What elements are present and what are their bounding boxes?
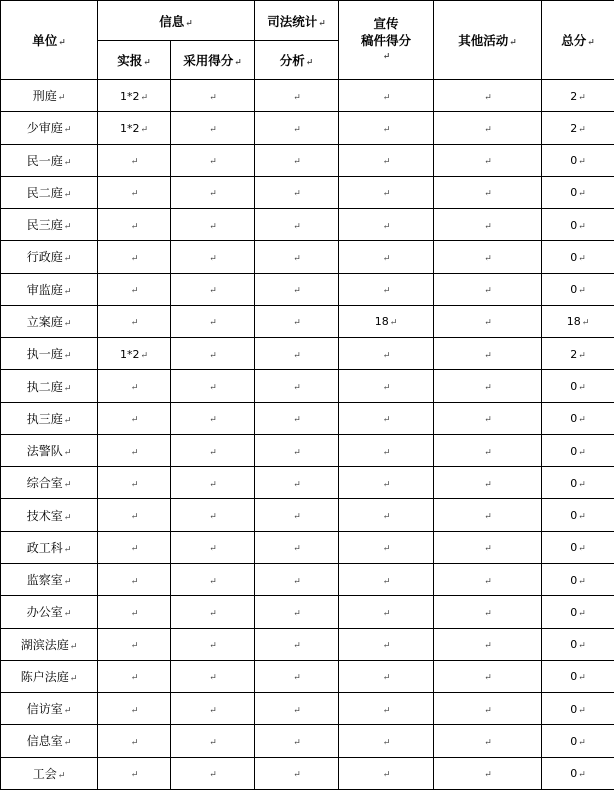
cell-publicity: ↵ bbox=[339, 209, 434, 241]
cell-analysis: ↵ bbox=[255, 531, 339, 563]
cell-analysis: ↵ bbox=[255, 80, 339, 112]
cell-report: ↵ bbox=[98, 531, 171, 563]
cell-unit: 刑庭↵ bbox=[1, 80, 98, 112]
table-row bbox=[1, 531, 614, 563]
table-row bbox=[1, 209, 614, 241]
cell-publicity: ↵ bbox=[339, 176, 434, 208]
cell-other: ↵ bbox=[434, 563, 542, 595]
cell-adopt: ↵ bbox=[171, 176, 255, 208]
cell-unit: 民一庭↵ bbox=[1, 144, 98, 176]
cell-unit: 民二庭↵ bbox=[1, 176, 98, 208]
cell-adopt: ↵ bbox=[171, 531, 255, 563]
cell-total: 0↵ bbox=[542, 660, 614, 692]
cell-total: 0↵ bbox=[542, 596, 614, 628]
cell-unit: 少审庭↵ bbox=[1, 112, 98, 144]
cell-adopt: ↵ bbox=[171, 370, 255, 402]
cell-analysis: ↵ bbox=[255, 660, 339, 692]
cell-report: ↵ bbox=[98, 209, 171, 241]
cell-report: 1*2↵ bbox=[98, 112, 171, 144]
cell-report: ↵ bbox=[98, 370, 171, 402]
cell-unit: 行政庭↵ bbox=[1, 241, 98, 273]
table-body bbox=[1, 80, 614, 790]
cell-other: ↵ bbox=[434, 402, 542, 434]
cell-publicity: ↵ bbox=[339, 531, 434, 563]
cell-total: 0↵ bbox=[542, 693, 614, 725]
cell-total: 0↵ bbox=[542, 370, 614, 402]
cell-total: 0↵ bbox=[542, 725, 614, 757]
cell-publicity: ↵ bbox=[339, 693, 434, 725]
table-row bbox=[1, 112, 614, 144]
cell-total: 0↵ bbox=[542, 434, 614, 466]
cell-analysis: ↵ bbox=[255, 725, 339, 757]
cell-other: ↵ bbox=[434, 596, 542, 628]
cell-publicity: ↵ bbox=[339, 144, 434, 176]
cell-total: 0↵ bbox=[542, 499, 614, 531]
table-row bbox=[1, 628, 614, 660]
table-row bbox=[1, 434, 614, 466]
cell-analysis: ↵ bbox=[255, 628, 339, 660]
cell-total: 0↵ bbox=[542, 628, 614, 660]
cell-unit: 技术室↵ bbox=[1, 499, 98, 531]
cell-total: 0↵ bbox=[542, 757, 614, 789]
cell-publicity: ↵ bbox=[339, 273, 434, 305]
cell-report: ↵ bbox=[98, 273, 171, 305]
cell-publicity: ↵ bbox=[339, 725, 434, 757]
cell-unit: 陈户法庭↵ bbox=[1, 660, 98, 692]
cell-unit: 执一庭↵ bbox=[1, 338, 98, 370]
cell-publicity: ↵ bbox=[339, 434, 434, 466]
cell-other: ↵ bbox=[434, 531, 542, 563]
cell-adopt: ↵ bbox=[171, 305, 255, 337]
cell-analysis: ↵ bbox=[255, 467, 339, 499]
table-row bbox=[1, 660, 614, 692]
cell-total: 0↵ bbox=[542, 402, 614, 434]
cell-publicity: ↵ bbox=[339, 563, 434, 595]
cell-other: ↵ bbox=[434, 725, 542, 757]
cell-total: 0↵ bbox=[542, 273, 614, 305]
cell-other: ↵ bbox=[434, 467, 542, 499]
cell-adopt: ↵ bbox=[171, 144, 255, 176]
table-row bbox=[1, 596, 614, 628]
cell-publicity: ↵ bbox=[339, 467, 434, 499]
table-header bbox=[1, 1, 614, 80]
cell-adopt: ↵ bbox=[171, 241, 255, 273]
cell-report: ↵ bbox=[98, 628, 171, 660]
table-row bbox=[1, 757, 614, 789]
cell-report: 1*2↵ bbox=[98, 338, 171, 370]
cell-other: ↵ bbox=[434, 305, 542, 337]
cell-analysis: ↵ bbox=[255, 596, 339, 628]
table-row bbox=[1, 499, 614, 531]
cell-report: ↵ bbox=[98, 434, 171, 466]
table-row bbox=[1, 693, 614, 725]
cell-adopt: ↵ bbox=[171, 499, 255, 531]
cell-analysis: ↵ bbox=[255, 338, 339, 370]
cell-unit: 法警队↵ bbox=[1, 434, 98, 466]
cell-unit: 信息室↵ bbox=[1, 725, 98, 757]
cell-analysis: ↵ bbox=[255, 434, 339, 466]
cell-publicity: ↵ bbox=[339, 338, 434, 370]
table-row bbox=[1, 725, 614, 757]
cell-adopt: ↵ bbox=[171, 467, 255, 499]
cell-total: 0↵ bbox=[542, 531, 614, 563]
header-info-report: 实报↵ bbox=[98, 41, 171, 80]
table-row bbox=[1, 305, 614, 337]
cell-adopt: ↵ bbox=[171, 273, 255, 305]
cell-analysis: ↵ bbox=[255, 402, 339, 434]
cell-total: 2↵ bbox=[542, 80, 614, 112]
cell-unit: 审监庭↵ bbox=[1, 273, 98, 305]
cell-report: ↵ bbox=[98, 305, 171, 337]
header-info-adopt: 采用得分↵ bbox=[171, 41, 255, 80]
cell-publicity: ↵ bbox=[339, 241, 434, 273]
cell-publicity: ↵ bbox=[339, 402, 434, 434]
cell-adopt: ↵ bbox=[171, 209, 255, 241]
cell-unit: 立案庭↵ bbox=[1, 305, 98, 337]
cell-publicity: ↵ bbox=[339, 596, 434, 628]
cell-other: ↵ bbox=[434, 499, 542, 531]
cell-adopt: ↵ bbox=[171, 563, 255, 595]
header-unit: 单位↵ bbox=[1, 1, 98, 80]
cell-report: 1*2↵ bbox=[98, 80, 171, 112]
cell-other: ↵ bbox=[434, 338, 542, 370]
cell-adopt: ↵ bbox=[171, 80, 255, 112]
cell-total: 0↵ bbox=[542, 563, 614, 595]
cell-other: ↵ bbox=[434, 628, 542, 660]
cell-unit: 综合室↵ bbox=[1, 467, 98, 499]
cell-adopt: ↵ bbox=[171, 757, 255, 789]
table-row bbox=[1, 563, 614, 595]
cell-unit: 湖滨法庭↵ bbox=[1, 628, 98, 660]
cell-total: 0↵ bbox=[542, 241, 614, 273]
cell-adopt: ↵ bbox=[171, 693, 255, 725]
cell-report: ↵ bbox=[98, 563, 171, 595]
cell-analysis: ↵ bbox=[255, 176, 339, 208]
table-row bbox=[1, 370, 614, 402]
cell-adopt: ↵ bbox=[171, 402, 255, 434]
cell-analysis: ↵ bbox=[255, 273, 339, 305]
cell-report: ↵ bbox=[98, 467, 171, 499]
cell-total: 0↵ bbox=[542, 209, 614, 241]
cell-unit: 信访室↵ bbox=[1, 693, 98, 725]
cell-unit: 办公室↵ bbox=[1, 596, 98, 628]
cell-publicity: 18↵ bbox=[339, 305, 434, 337]
cell-total: 0↵ bbox=[542, 467, 614, 499]
table-row bbox=[1, 241, 614, 273]
cell-unit: 执二庭↵ bbox=[1, 370, 98, 402]
cell-adopt: ↵ bbox=[171, 628, 255, 660]
cell-other: ↵ bbox=[434, 209, 542, 241]
cell-other: ↵ bbox=[434, 144, 542, 176]
cell-other: ↵ bbox=[434, 757, 542, 789]
cell-analysis: ↵ bbox=[255, 209, 339, 241]
cell-other: ↵ bbox=[434, 241, 542, 273]
header-judicial-stats: 司法统计↵ bbox=[255, 1, 339, 41]
cell-adopt: ↵ bbox=[171, 596, 255, 628]
cell-report: ↵ bbox=[98, 499, 171, 531]
cell-unit: 政工科↵ bbox=[1, 531, 98, 563]
cell-analysis: ↵ bbox=[255, 499, 339, 531]
table-row bbox=[1, 338, 614, 370]
cell-publicity: ↵ bbox=[339, 499, 434, 531]
cell-unit: 民三庭↵ bbox=[1, 209, 98, 241]
cell-publicity: ↵ bbox=[339, 370, 434, 402]
cell-report: ↵ bbox=[98, 596, 171, 628]
cell-publicity: ↵ bbox=[339, 112, 434, 144]
cell-report: ↵ bbox=[98, 757, 171, 789]
cell-analysis: ↵ bbox=[255, 757, 339, 789]
header-other-activities: 其他活动↵ bbox=[434, 1, 542, 80]
cell-analysis: ↵ bbox=[255, 144, 339, 176]
cell-report: ↵ bbox=[98, 241, 171, 273]
cell-unit: 工会↵ bbox=[1, 757, 98, 789]
cell-analysis: ↵ bbox=[255, 563, 339, 595]
cell-report: ↵ bbox=[98, 693, 171, 725]
cell-unit: 执三庭↵ bbox=[1, 402, 98, 434]
table-row bbox=[1, 402, 614, 434]
cell-publicity: ↵ bbox=[339, 80, 434, 112]
cell-other: ↵ bbox=[434, 434, 542, 466]
table-row bbox=[1, 80, 614, 112]
cell-other: ↵ bbox=[434, 112, 542, 144]
table-row bbox=[1, 273, 614, 305]
cell-publicity: ↵ bbox=[339, 757, 434, 789]
cell-total: 0↵ bbox=[542, 176, 614, 208]
cell-adopt: ↵ bbox=[171, 112, 255, 144]
cell-report: ↵ bbox=[98, 402, 171, 434]
cell-report: ↵ bbox=[98, 725, 171, 757]
cell-other: ↵ bbox=[434, 370, 542, 402]
cell-adopt: ↵ bbox=[171, 434, 255, 466]
cell-publicity: ↵ bbox=[339, 628, 434, 660]
cell-adopt: ↵ bbox=[171, 660, 255, 692]
header-info: 信息↵ bbox=[98, 1, 255, 41]
cell-adopt: ↵ bbox=[171, 338, 255, 370]
cell-other: ↵ bbox=[434, 660, 542, 692]
cell-analysis: ↵ bbox=[255, 112, 339, 144]
cell-report: ↵ bbox=[98, 660, 171, 692]
header-judicial-analysis: 分析↵ bbox=[255, 41, 339, 80]
cell-analysis: ↵ bbox=[255, 241, 339, 273]
cell-unit: 监察室↵ bbox=[1, 563, 98, 595]
cell-total: 2↵ bbox=[542, 338, 614, 370]
cell-report: ↵ bbox=[98, 144, 171, 176]
cell-adopt: ↵ bbox=[171, 725, 255, 757]
cell-other: ↵ bbox=[434, 176, 542, 208]
header-total: 总分↵ bbox=[542, 1, 614, 80]
cell-total: 0↵ bbox=[542, 144, 614, 176]
cell-other: ↵ bbox=[434, 693, 542, 725]
header-publicity: 宣传 稿件得分 ↵ bbox=[339, 1, 434, 80]
cell-other: ↵ bbox=[434, 273, 542, 305]
cell-total: 18↵ bbox=[542, 305, 614, 337]
cell-report: ↵ bbox=[98, 176, 171, 208]
cell-analysis: ↵ bbox=[255, 693, 339, 725]
cell-other: ↵ bbox=[434, 80, 542, 112]
cell-publicity: ↵ bbox=[339, 660, 434, 692]
cell-analysis: ↵ bbox=[255, 305, 339, 337]
cell-analysis: ↵ bbox=[255, 370, 339, 402]
cell-total: 2↵ bbox=[542, 112, 614, 144]
table-row bbox=[1, 176, 614, 208]
table-row bbox=[1, 467, 614, 499]
table-row bbox=[1, 144, 614, 176]
